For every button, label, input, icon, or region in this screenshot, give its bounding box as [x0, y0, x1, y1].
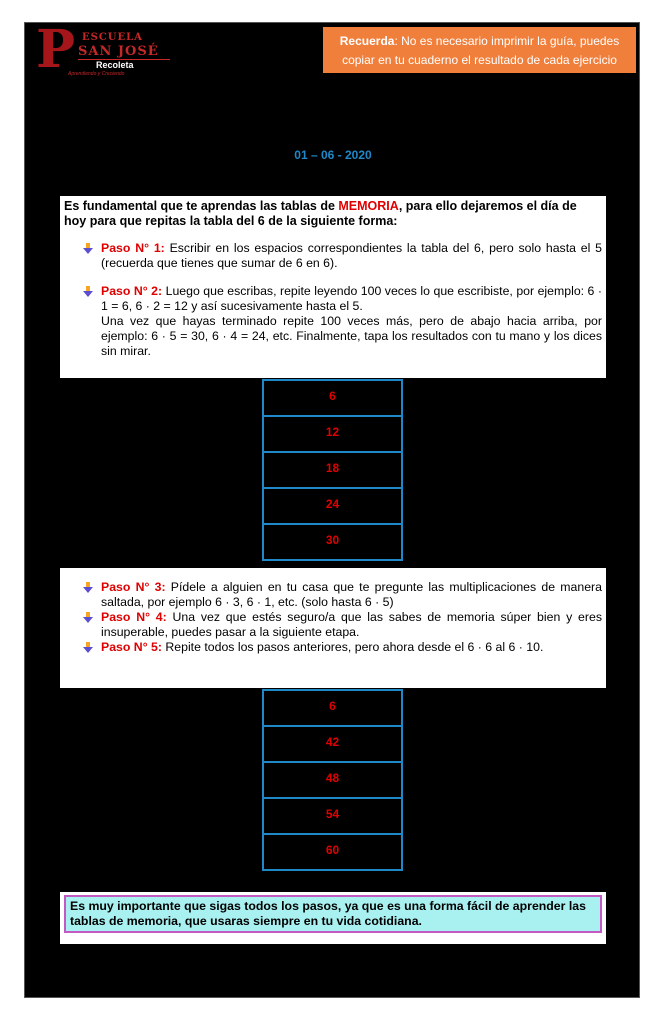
school-logo — [30, 19, 175, 80]
intro-text-before: Es fundamental que te aprendas las tablas de — [64, 199, 339, 213]
bullet-arrow-icon — [83, 612, 93, 622]
table-cell: 48 — [262, 761, 403, 799]
table-cell: 12 — [262, 415, 403, 453]
document-date: 01 – 06 - 2020 — [294, 148, 372, 162]
intro-highlight: MEMORIA — [338, 199, 399, 213]
bullet-arrow-icon — [83, 582, 93, 592]
instructions-box — [60, 196, 606, 378]
reminder-box — [323, 27, 636, 73]
step-label: Paso N° 2: — [101, 284, 163, 298]
step-item — [64, 241, 602, 271]
steps-box-2 — [60, 568, 606, 688]
logo-p-glyph: P — [36, 19, 76, 80]
step-item — [64, 284, 602, 314]
intro-paragraph — [64, 199, 602, 229]
step-text: Pídele a alguien en tu casa que te pregunte las multiplicaciones de manera saltada, por ejemplo 6 · 3, 6 · 1, etc. (solo hasta 6 · 5) — [101, 580, 602, 609]
table-cell: 42 — [262, 725, 403, 763]
bullet-arrow-icon — [83, 642, 93, 652]
step-label: Paso N° 5: — [101, 640, 162, 654]
table-cell: 6 — [262, 379, 403, 417]
multiplication-table-2 — [262, 689, 403, 871]
step-text: Repite todos los pasos anteriores, pero ahora desde el 6 · 6 al 6 · 10. — [161, 640, 544, 654]
table-cell: 60 — [262, 833, 403, 871]
step-text: Escribir en los espacios correspondientes la tabla del 6, pero solo hasta el 5 (recuerda que tienes que sumar de 6 en 6). — [101, 241, 602, 270]
step-label: Paso N° 4: — [101, 610, 167, 624]
step-extra-text: Una vez que hayas terminado repite 100 veces más, pero de abajo hacia arriba, por ejemplo: 6 · 5 = 30, 6 · 4 = 24, etc. Finalmente, tapa los resultados con tu mano y los dices sin mirar. — [101, 314, 602, 358]
reminder-text: : No es necesario imprimir la guía, puedes copiar en tu cuaderno el resultado de cada ejercicio — [342, 34, 620, 67]
step-text: Luego que escribas, repite leyendo 100 veces lo que escribiste, por ejemplo: 6 · 1 = 6, 6 · 2 = 12 y así sucesivamente hasta el 5. — [101, 284, 602, 313]
bullet-arrow-icon — [83, 286, 93, 296]
step-item — [64, 610, 602, 640]
logo-line-1: ESCUELA — [82, 32, 143, 43]
table-cell: 6 — [262, 689, 403, 727]
step-item — [64, 640, 602, 655]
step-text: Una vez que estés seguro/a que las sabes de memoria súper bien y eres insuperable, puedes pasar a la siguiente etapa. — [101, 610, 602, 639]
closing-message: Es muy importante que sigas todos los pasos, ya que es una forma fácil de aprender las tablas de memoria, que usaras siempre en tu vida cotidiana. — [64, 895, 602, 933]
reminder-label: Recuerda — [339, 34, 395, 48]
logo-line-2: SAN JOSÉ — [78, 44, 159, 59]
intro-text-after: , para ello dejaremos el día de hoy para que repitas la tabla del 6 de la siguiente forma: — [64, 199, 577, 228]
logo-line-3: Recoleta — [96, 60, 134, 70]
table-cell: 18 — [262, 451, 403, 489]
bullet-arrow-icon — [83, 243, 93, 253]
step-label: Paso N° 3: — [101, 580, 166, 594]
logo-tagline: Aprendiendo y Creciendo — [68, 71, 125, 77]
step-item — [64, 580, 602, 610]
step-label: Paso N° 1: — [101, 241, 165, 255]
table-cell: 30 — [262, 523, 403, 561]
closing-box — [60, 892, 606, 944]
table-cell: 24 — [262, 487, 403, 525]
table-cell: 54 — [262, 797, 403, 835]
multiplication-table-1 — [262, 379, 403, 561]
